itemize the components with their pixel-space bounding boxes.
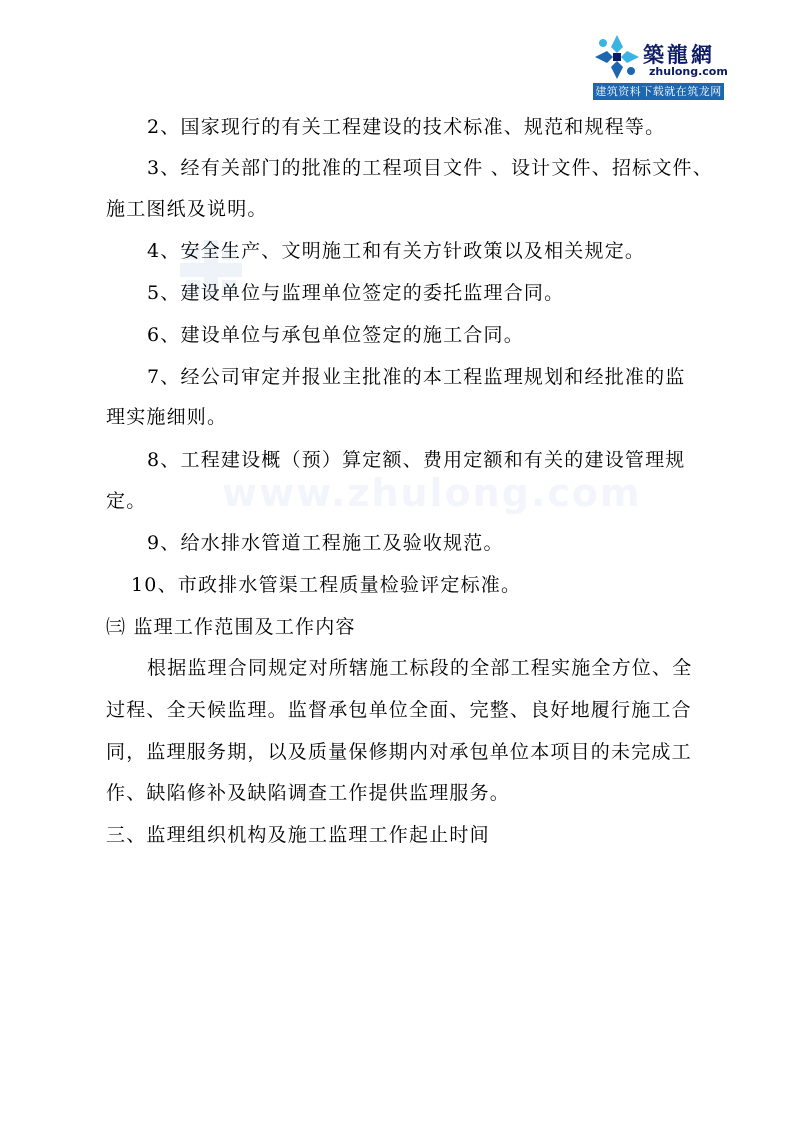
item-text: 安全生产、文明施工和有关方针政策以及相关规定。 bbox=[180, 240, 646, 262]
paragraph-line: 过程、全天候监理。监督承包单位全面、完整、良好地履行施工合 bbox=[106, 699, 692, 721]
item-number: 3、 bbox=[147, 157, 181, 179]
paragraph-line: 根据监理合同规定对所辖施工标段的全部工程实施全方位、全 bbox=[147, 657, 693, 679]
list-item bbox=[147, 531, 504, 555]
item-text: 给水排水管道工程施工及验收规范。 bbox=[180, 532, 504, 554]
logo-name: 築龍網 bbox=[643, 42, 715, 67]
section-marker: ㈢ bbox=[106, 616, 127, 638]
zhulong-logo-icon bbox=[593, 33, 641, 81]
list-item bbox=[147, 448, 686, 472]
chapter-heading: 三、监理组织机构及施工监理工作起止时间 bbox=[106, 824, 490, 846]
item-number: 2、 bbox=[147, 116, 181, 138]
item-text: 工程建设概（预）算定额、费用定额和有关的建设管理规 bbox=[180, 449, 686, 471]
list-item bbox=[131, 573, 521, 597]
item-number: 8、 bbox=[147, 449, 181, 471]
list-item-continuation: 施工图纸及说明。 bbox=[106, 198, 268, 220]
list-item bbox=[147, 323, 524, 347]
list-item bbox=[147, 281, 564, 305]
item-text: 建设单位与承包单位签定的施工合同。 bbox=[180, 324, 524, 346]
watermark-text: www.zhulong.com bbox=[222, 471, 642, 515]
list-item bbox=[147, 115, 665, 139]
section-title: 监理工作范围及工作内容 bbox=[133, 616, 356, 638]
logo-domain: zhulong.com bbox=[649, 65, 728, 78]
item-number: 9、 bbox=[147, 532, 181, 554]
item-text: 经有关部门的批准的工程项目文件 、设计文件、招标文件、 bbox=[180, 157, 713, 179]
site-logo[interactable] bbox=[593, 33, 728, 101]
logo-slogan: 建筑资料下载就在筑龙网 bbox=[593, 83, 724, 100]
list-item bbox=[147, 365, 686, 389]
list-item bbox=[147, 156, 713, 180]
item-text: 经公司审定并报业主批准的本工程监理规划和经批准的监 bbox=[180, 366, 686, 388]
item-number: 4、 bbox=[147, 240, 181, 262]
paragraph-line: 作、缺陷修补及缺陷调查工作提供监理服务。 bbox=[106, 782, 511, 804]
item-number: 6、 bbox=[147, 324, 181, 346]
list-item bbox=[147, 239, 645, 263]
paragraph-line: 同，监理服务期，以及质量保修期内对承包单位本项目的未完成工 bbox=[106, 741, 692, 763]
list-item-continuation: 理实施细则。 bbox=[106, 406, 228, 428]
item-text: 国家现行的有关工程建设的技术标准、规范和规程等。 bbox=[180, 116, 666, 138]
item-text: 建设单位与监理单位签定的委托监理合同。 bbox=[180, 282, 565, 304]
item-number: 5、 bbox=[147, 282, 181, 304]
item-text: 市政排水管渠工程质量检验评定标准。 bbox=[177, 574, 522, 596]
section-heading bbox=[106, 615, 356, 639]
item-number: 7、 bbox=[147, 366, 181, 388]
list-item-continuation: 定。 bbox=[106, 490, 147, 512]
item-number: 10、 bbox=[131, 574, 178, 596]
